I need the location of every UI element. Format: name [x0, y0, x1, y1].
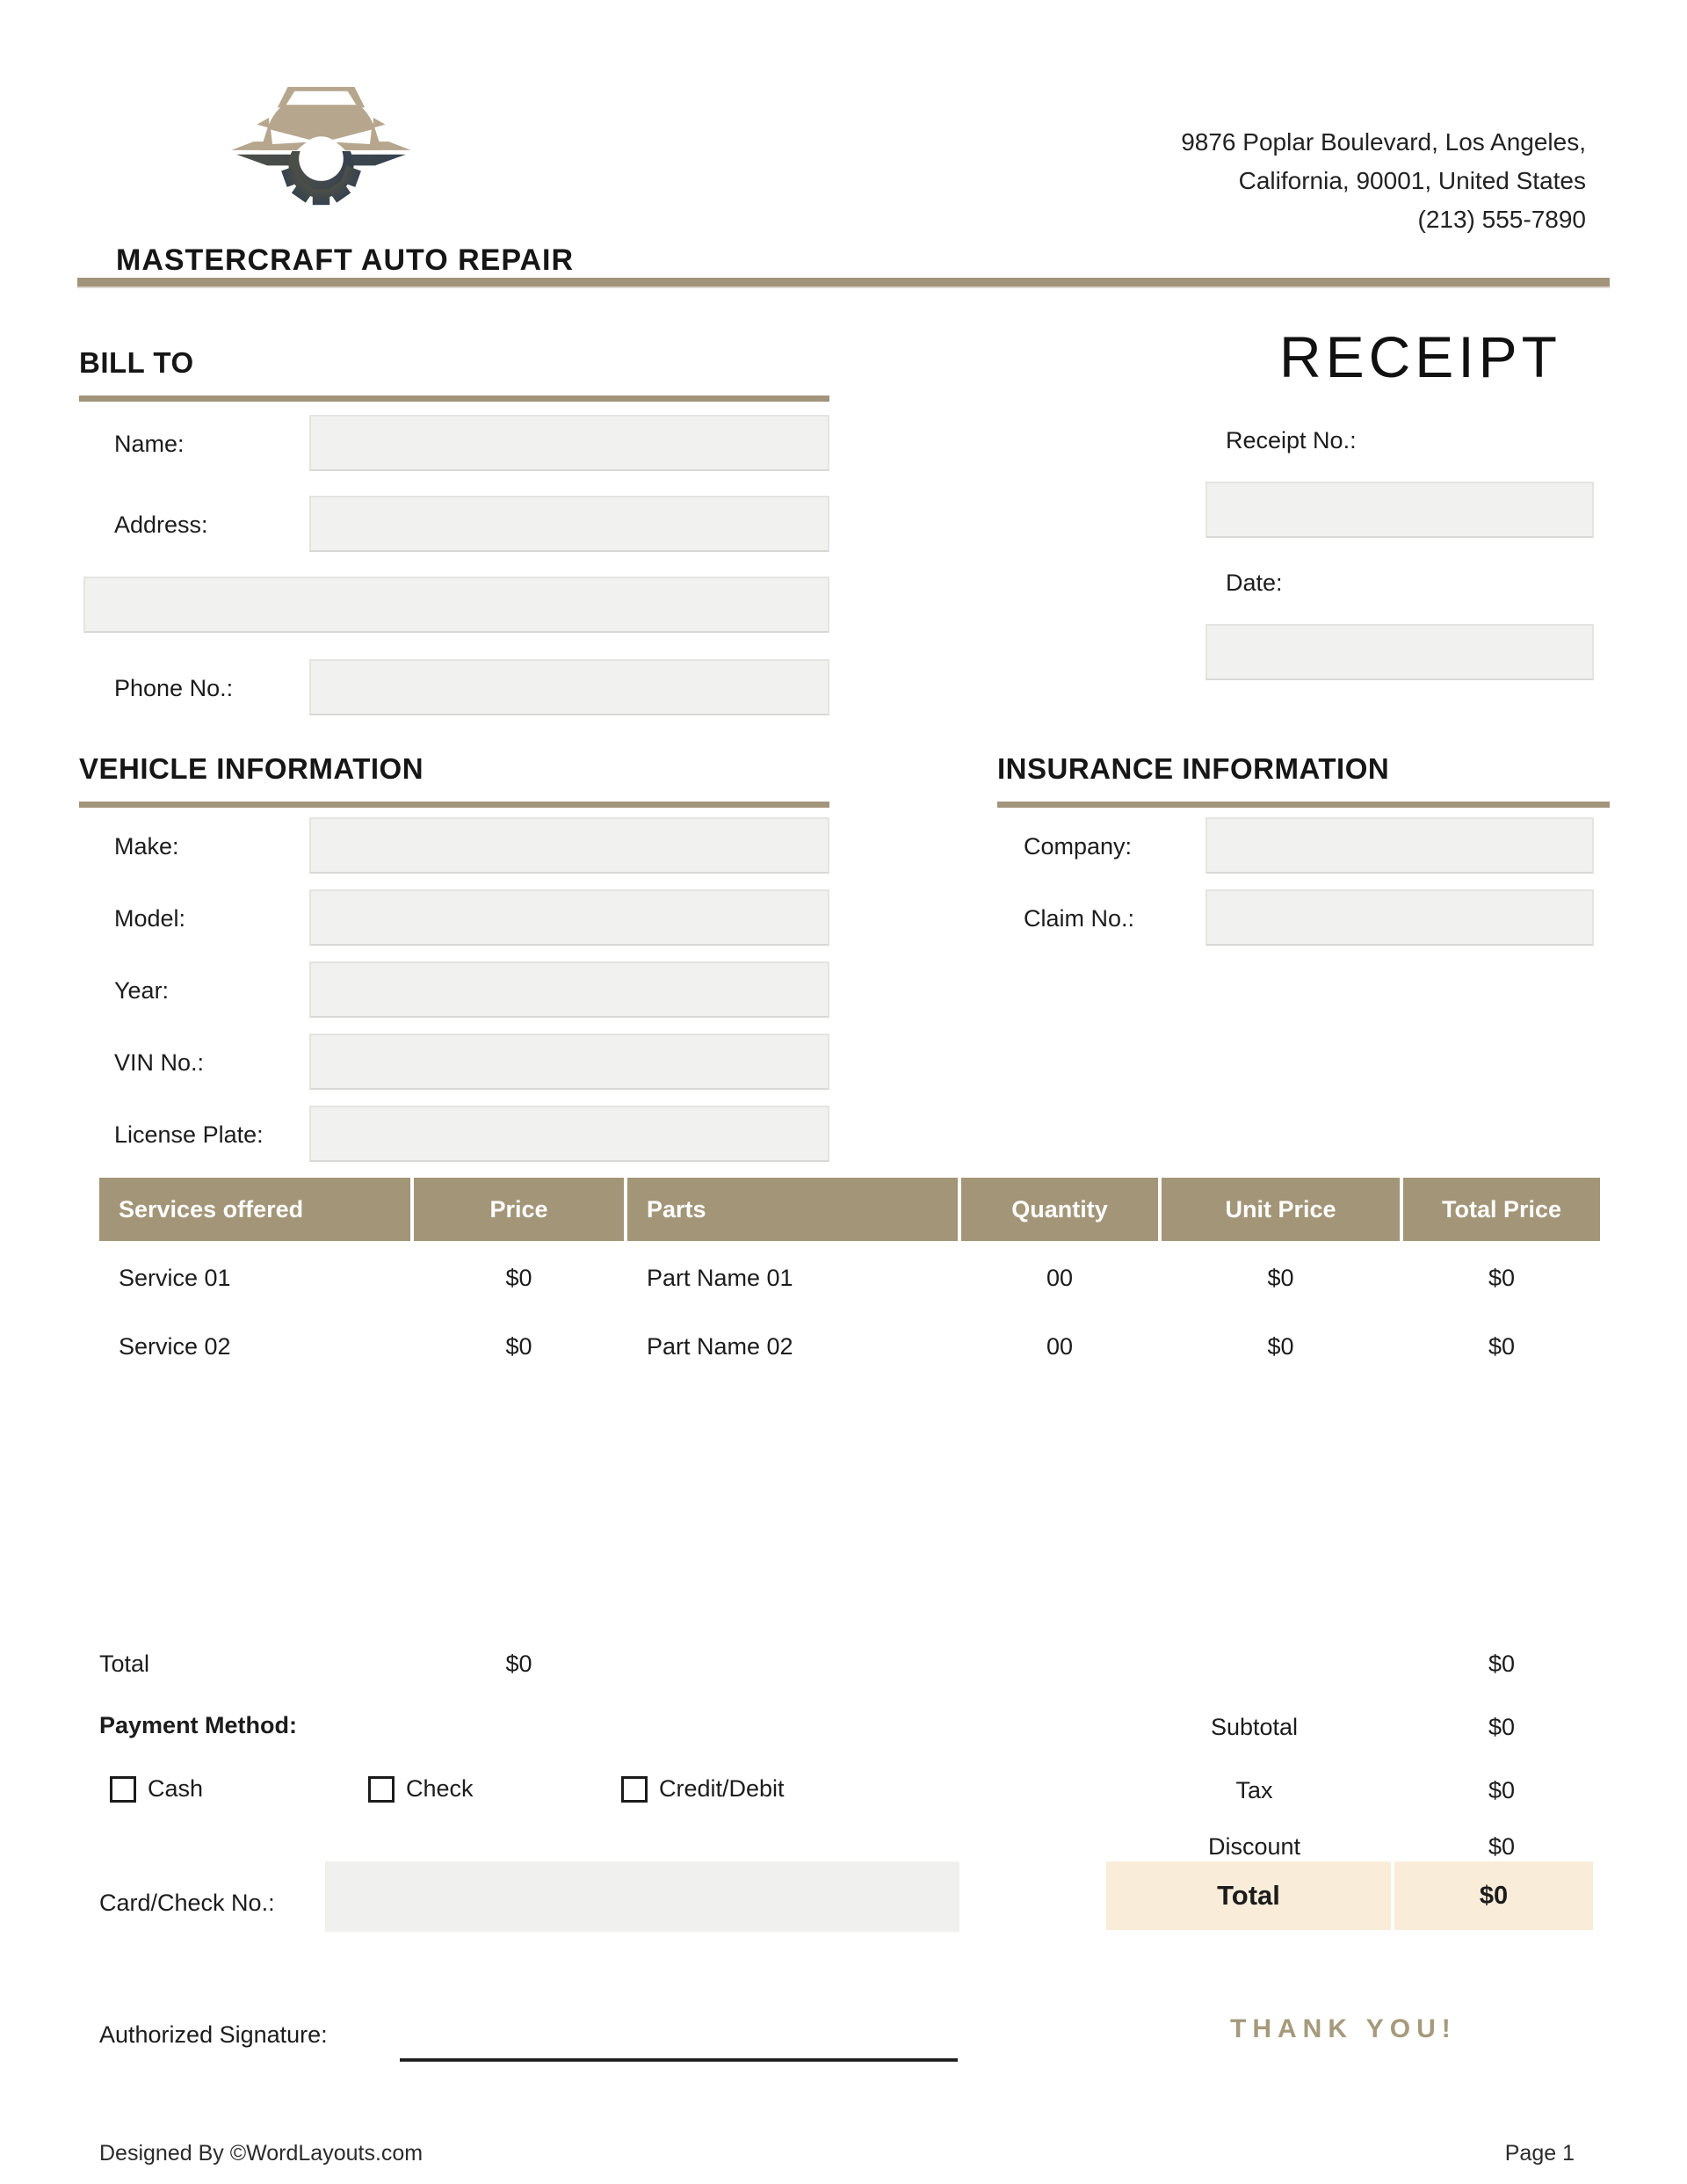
- grand-total-value-cell: [1394, 1861, 1593, 1930]
- insurance-underline: [997, 802, 1610, 808]
- total-row-total-value: $0: [1488, 1651, 1516, 1677]
- grand-total-label-cell: [1106, 1861, 1391, 1930]
- header-divider: [77, 278, 1610, 287]
- col-header-price: Price: [414, 1178, 627, 1241]
- claim-no-input[interactable]: [1206, 889, 1594, 946]
- total-price-cell: $0: [1488, 1332, 1516, 1360]
- card-check-no-label: Card/Check No.:: [99, 1890, 275, 1916]
- receipt-no-label: Receipt No.:: [1226, 427, 1357, 453]
- credit-debit-label: Credit/Debit: [659, 1775, 785, 1802]
- address-label: Address:: [114, 512, 208, 538]
- table-row: [99, 1315, 1600, 1378]
- insurance-company-label: Company:: [1024, 833, 1133, 860]
- bill-address-line2-input[interactable]: [83, 577, 829, 633]
- payment-option-check: [368, 1775, 474, 1803]
- cash-checkbox[interactable]: [110, 1776, 136, 1803]
- company-address: [971, 123, 1586, 239]
- bill-address-input[interactable]: [309, 496, 829, 552]
- services-table-header: [99, 1178, 1600, 1241]
- payment-method-heading: Payment Method:: [99, 1712, 298, 1738]
- vehicle-heading: VEHICLE INFORMATION: [79, 752, 424, 785]
- quantity-cell: 00: [1046, 1264, 1074, 1291]
- service-cell: Service 02: [119, 1332, 231, 1360]
- unit-price-cell: $0: [1267, 1264, 1294, 1291]
- bill-name-input[interactable]: [309, 415, 829, 471]
- license-plate-label: License Plate:: [114, 1121, 264, 1148]
- address-line-2: California, 90001, United States: [1238, 167, 1586, 194]
- cash-label: Cash: [148, 1775, 204, 1802]
- check-checkbox[interactable]: [368, 1776, 395, 1803]
- date-label: Date:: [1226, 570, 1283, 596]
- tax-value: $0: [1488, 1777, 1516, 1803]
- payment-option-cash: [110, 1775, 203, 1803]
- grand-total-value: $0: [1479, 1881, 1509, 1910]
- card-check-no-input[interactable]: [325, 1861, 959, 1932]
- insurance-company-input[interactable]: [1206, 817, 1594, 874]
- check-label: Check: [406, 1775, 474, 1802]
- name-label: Name:: [114, 431, 185, 457]
- model-label: Model:: [114, 905, 186, 932]
- total-row-label: Total: [99, 1651, 150, 1677]
- footer-page-number: Page 1: [1504, 2141, 1575, 2166]
- col-header-unit-price: Unit Price: [1162, 1178, 1403, 1241]
- price-cell: $0: [505, 1332, 532, 1360]
- quantity-cell: 00: [1046, 1332, 1074, 1360]
- year-input[interactable]: [309, 961, 829, 1018]
- company-logo: [231, 82, 411, 207]
- signature-line: [400, 2058, 958, 2062]
- vehicle-underline: [79, 802, 829, 808]
- car-gear-logo-icon: [231, 82, 411, 210]
- year-label: Year:: [114, 977, 170, 1004]
- credit-debit-checkbox[interactable]: [621, 1776, 648, 1803]
- address-line-1: 9876 Poplar Boulevard, Los Angeles,: [1181, 128, 1586, 156]
- col-header-quantity: Quantity: [961, 1178, 1162, 1241]
- discount-label: Discount: [1207, 1833, 1301, 1860]
- phone-label: Phone No.:: [114, 675, 234, 701]
- services-table: [99, 1178, 1600, 1378]
- col-header-total-price: Total Price: [1403, 1178, 1600, 1241]
- total-row-price-value: $0: [505, 1651, 532, 1677]
- unit-price-cell: $0: [1267, 1332, 1294, 1360]
- authorized-signature-label: Authorized Signature:: [99, 2021, 328, 2048]
- bill-to-heading: BILL TO: [79, 346, 194, 379]
- table-row: [99, 1246, 1600, 1310]
- part-cell: Part Name 02: [647, 1332, 793, 1360]
- tax-label: Tax: [1235, 1777, 1273, 1803]
- date-input[interactable]: [1206, 624, 1594, 680]
- col-header-services: Services offered: [99, 1178, 414, 1241]
- subtotal-label: Subtotal: [1210, 1714, 1299, 1740]
- col-header-parts: Parts: [627, 1178, 961, 1241]
- make-label: Make:: [114, 833, 179, 860]
- receipt-no-input[interactable]: [1206, 482, 1594, 538]
- grand-total-label: Total: [1217, 1880, 1280, 1911]
- price-cell: $0: [505, 1264, 532, 1291]
- subtotal-value: $0: [1488, 1714, 1516, 1740]
- bill-to-underline: [79, 395, 829, 402]
- footer-credit: Designed By ©WordLayouts.com: [99, 2141, 424, 2166]
- thank-you-text: THANK YOU!: [1230, 2014, 1457, 2043]
- insurance-heading: INSURANCE INFORMATION: [997, 752, 1390, 785]
- service-cell: Service 01: [119, 1264, 231, 1291]
- license-plate-input[interactable]: [309, 1106, 829, 1162]
- receipt-title: RECEIPT: [1278, 324, 1561, 389]
- vin-label: VIN No.:: [114, 1049, 205, 1076]
- discount-value: $0: [1488, 1833, 1516, 1860]
- model-input[interactable]: [309, 889, 829, 946]
- vin-input[interactable]: [309, 1034, 829, 1090]
- part-cell: Part Name 01: [647, 1264, 793, 1291]
- make-input[interactable]: [309, 817, 829, 874]
- payment-option-credit-debit: [621, 1775, 785, 1803]
- claim-no-label: Claim No.:: [1024, 905, 1135, 932]
- bill-phone-input[interactable]: [309, 659, 829, 715]
- company-phone: (213) 555-7890: [1417, 206, 1586, 233]
- total-price-cell: $0: [1488, 1264, 1516, 1291]
- company-name: MASTERCRAFT AUTO REPAIR: [116, 243, 575, 277]
